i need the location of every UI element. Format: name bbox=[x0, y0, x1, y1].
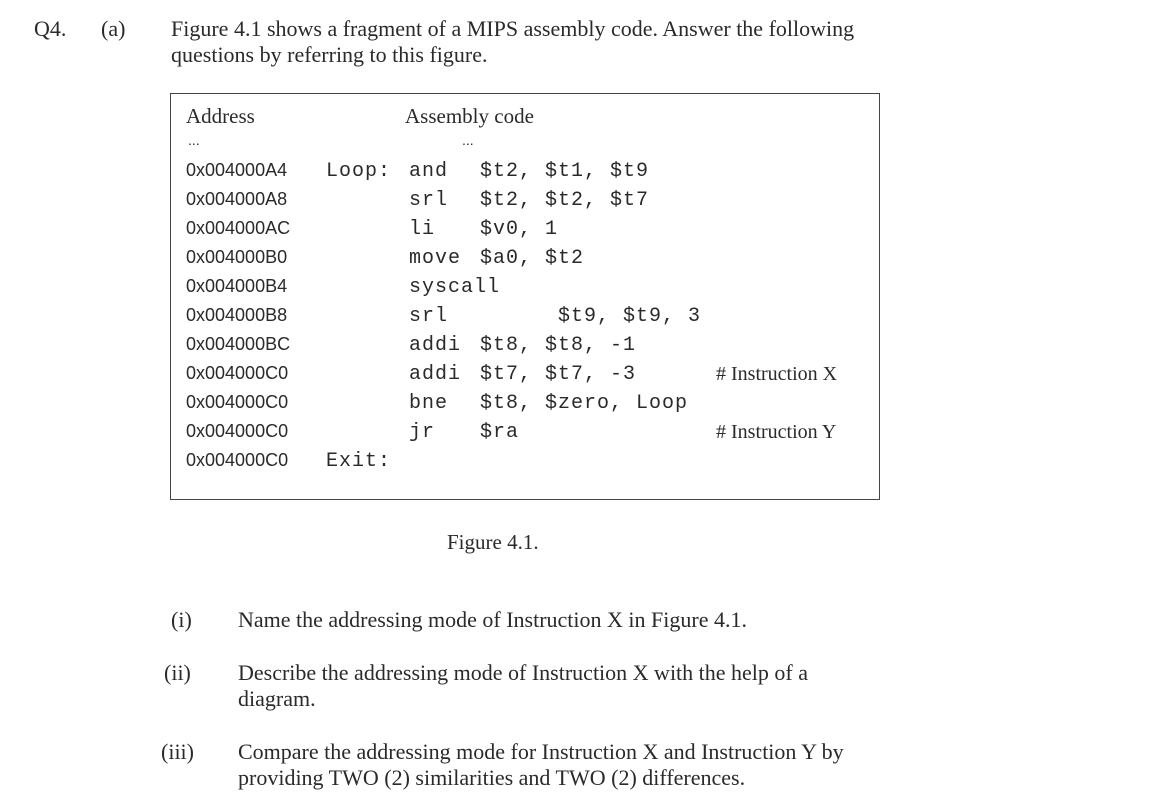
code-address: 0x004000C0 bbox=[186, 450, 289, 470]
code-opcode: srl bbox=[409, 189, 449, 212]
code-address: 0x004000AC bbox=[186, 218, 291, 238]
code-comment: # Instruction Y bbox=[716, 421, 837, 443]
subquestion-text-cont: providing TWO (2) similarities and TWO (2) differences. bbox=[238, 765, 746, 790]
code-operands: $t8, $zero, Loop bbox=[480, 392, 689, 415]
code-operands: $v0, 1 bbox=[480, 218, 559, 241]
header-assembly-code: Assembly code bbox=[405, 104, 534, 128]
code-operands: $t2, $t1, $t9 bbox=[480, 160, 650, 183]
subquestion-text: Describe the addressing mode of Instruction X with the help of a bbox=[238, 660, 809, 685]
code-address: 0x004000B8 bbox=[186, 305, 288, 325]
code-opcode: and bbox=[409, 160, 449, 183]
code-address: 0x004000B0 bbox=[186, 247, 288, 267]
subquestion-text: Name the addressing mode of Instruction X in Figure 4.1. bbox=[238, 607, 747, 632]
header-address: Address bbox=[186, 104, 255, 128]
code-opcode: srl bbox=[409, 305, 449, 328]
figure-caption: Figure 4.1. bbox=[447, 530, 539, 554]
code-operands: $a0, $t2 bbox=[480, 247, 585, 270]
question-number: Q4. bbox=[34, 16, 67, 41]
code-label: Exit: bbox=[326, 450, 392, 473]
code-operands: $t9, $t9, 3 bbox=[480, 305, 702, 328]
code-opcode: bne bbox=[409, 392, 449, 415]
code-label: Loop: bbox=[326, 160, 392, 183]
code-opcode: li bbox=[409, 218, 436, 241]
code-operands: $t2, $t2, $t7 bbox=[480, 189, 650, 212]
code-opcode: addi bbox=[409, 363, 462, 386]
code-opcode: move bbox=[409, 247, 462, 270]
question-part: (a) bbox=[101, 16, 126, 41]
code-address: 0x004000B4 bbox=[186, 276, 288, 296]
subquestion-num: (ii) bbox=[164, 660, 191, 685]
code-comment: # Instruction X bbox=[716, 363, 838, 385]
question-intro-line2: questions by referring to this figure. bbox=[171, 42, 488, 67]
subquestion-text-cont: diagram. bbox=[238, 686, 316, 711]
subquestion-text: Compare the addressing mode for Instruction X and Instruction Y by bbox=[238, 739, 844, 764]
code-address: 0x004000A4 bbox=[186, 160, 288, 180]
code-opcode: syscall bbox=[409, 276, 501, 299]
subquestion-num: (iii) bbox=[161, 739, 194, 764]
code-address: 0x004000C0 bbox=[186, 363, 289, 383]
code-opcode: addi bbox=[409, 334, 462, 357]
ellipsis-code: ... bbox=[462, 132, 474, 148]
code-operands: $ra bbox=[480, 421, 520, 444]
code-address: 0x004000A8 bbox=[186, 189, 288, 209]
subquestion-num: (i) bbox=[171, 607, 192, 632]
question-intro-line1: Figure 4.1 shows a fragment of a MIPS assembly code. Answer the following bbox=[171, 16, 855, 41]
code-address: 0x004000C0 bbox=[186, 421, 289, 441]
code-operands: $t7, $t7, -3 bbox=[480, 363, 637, 386]
code-operands: $t8, $t8, -1 bbox=[480, 334, 637, 357]
code-address: 0x004000BC bbox=[186, 334, 291, 354]
code-opcode: jr bbox=[409, 421, 436, 444]
code-address: 0x004000C0 bbox=[186, 392, 289, 412]
ellipsis-address: ... bbox=[188, 132, 200, 148]
